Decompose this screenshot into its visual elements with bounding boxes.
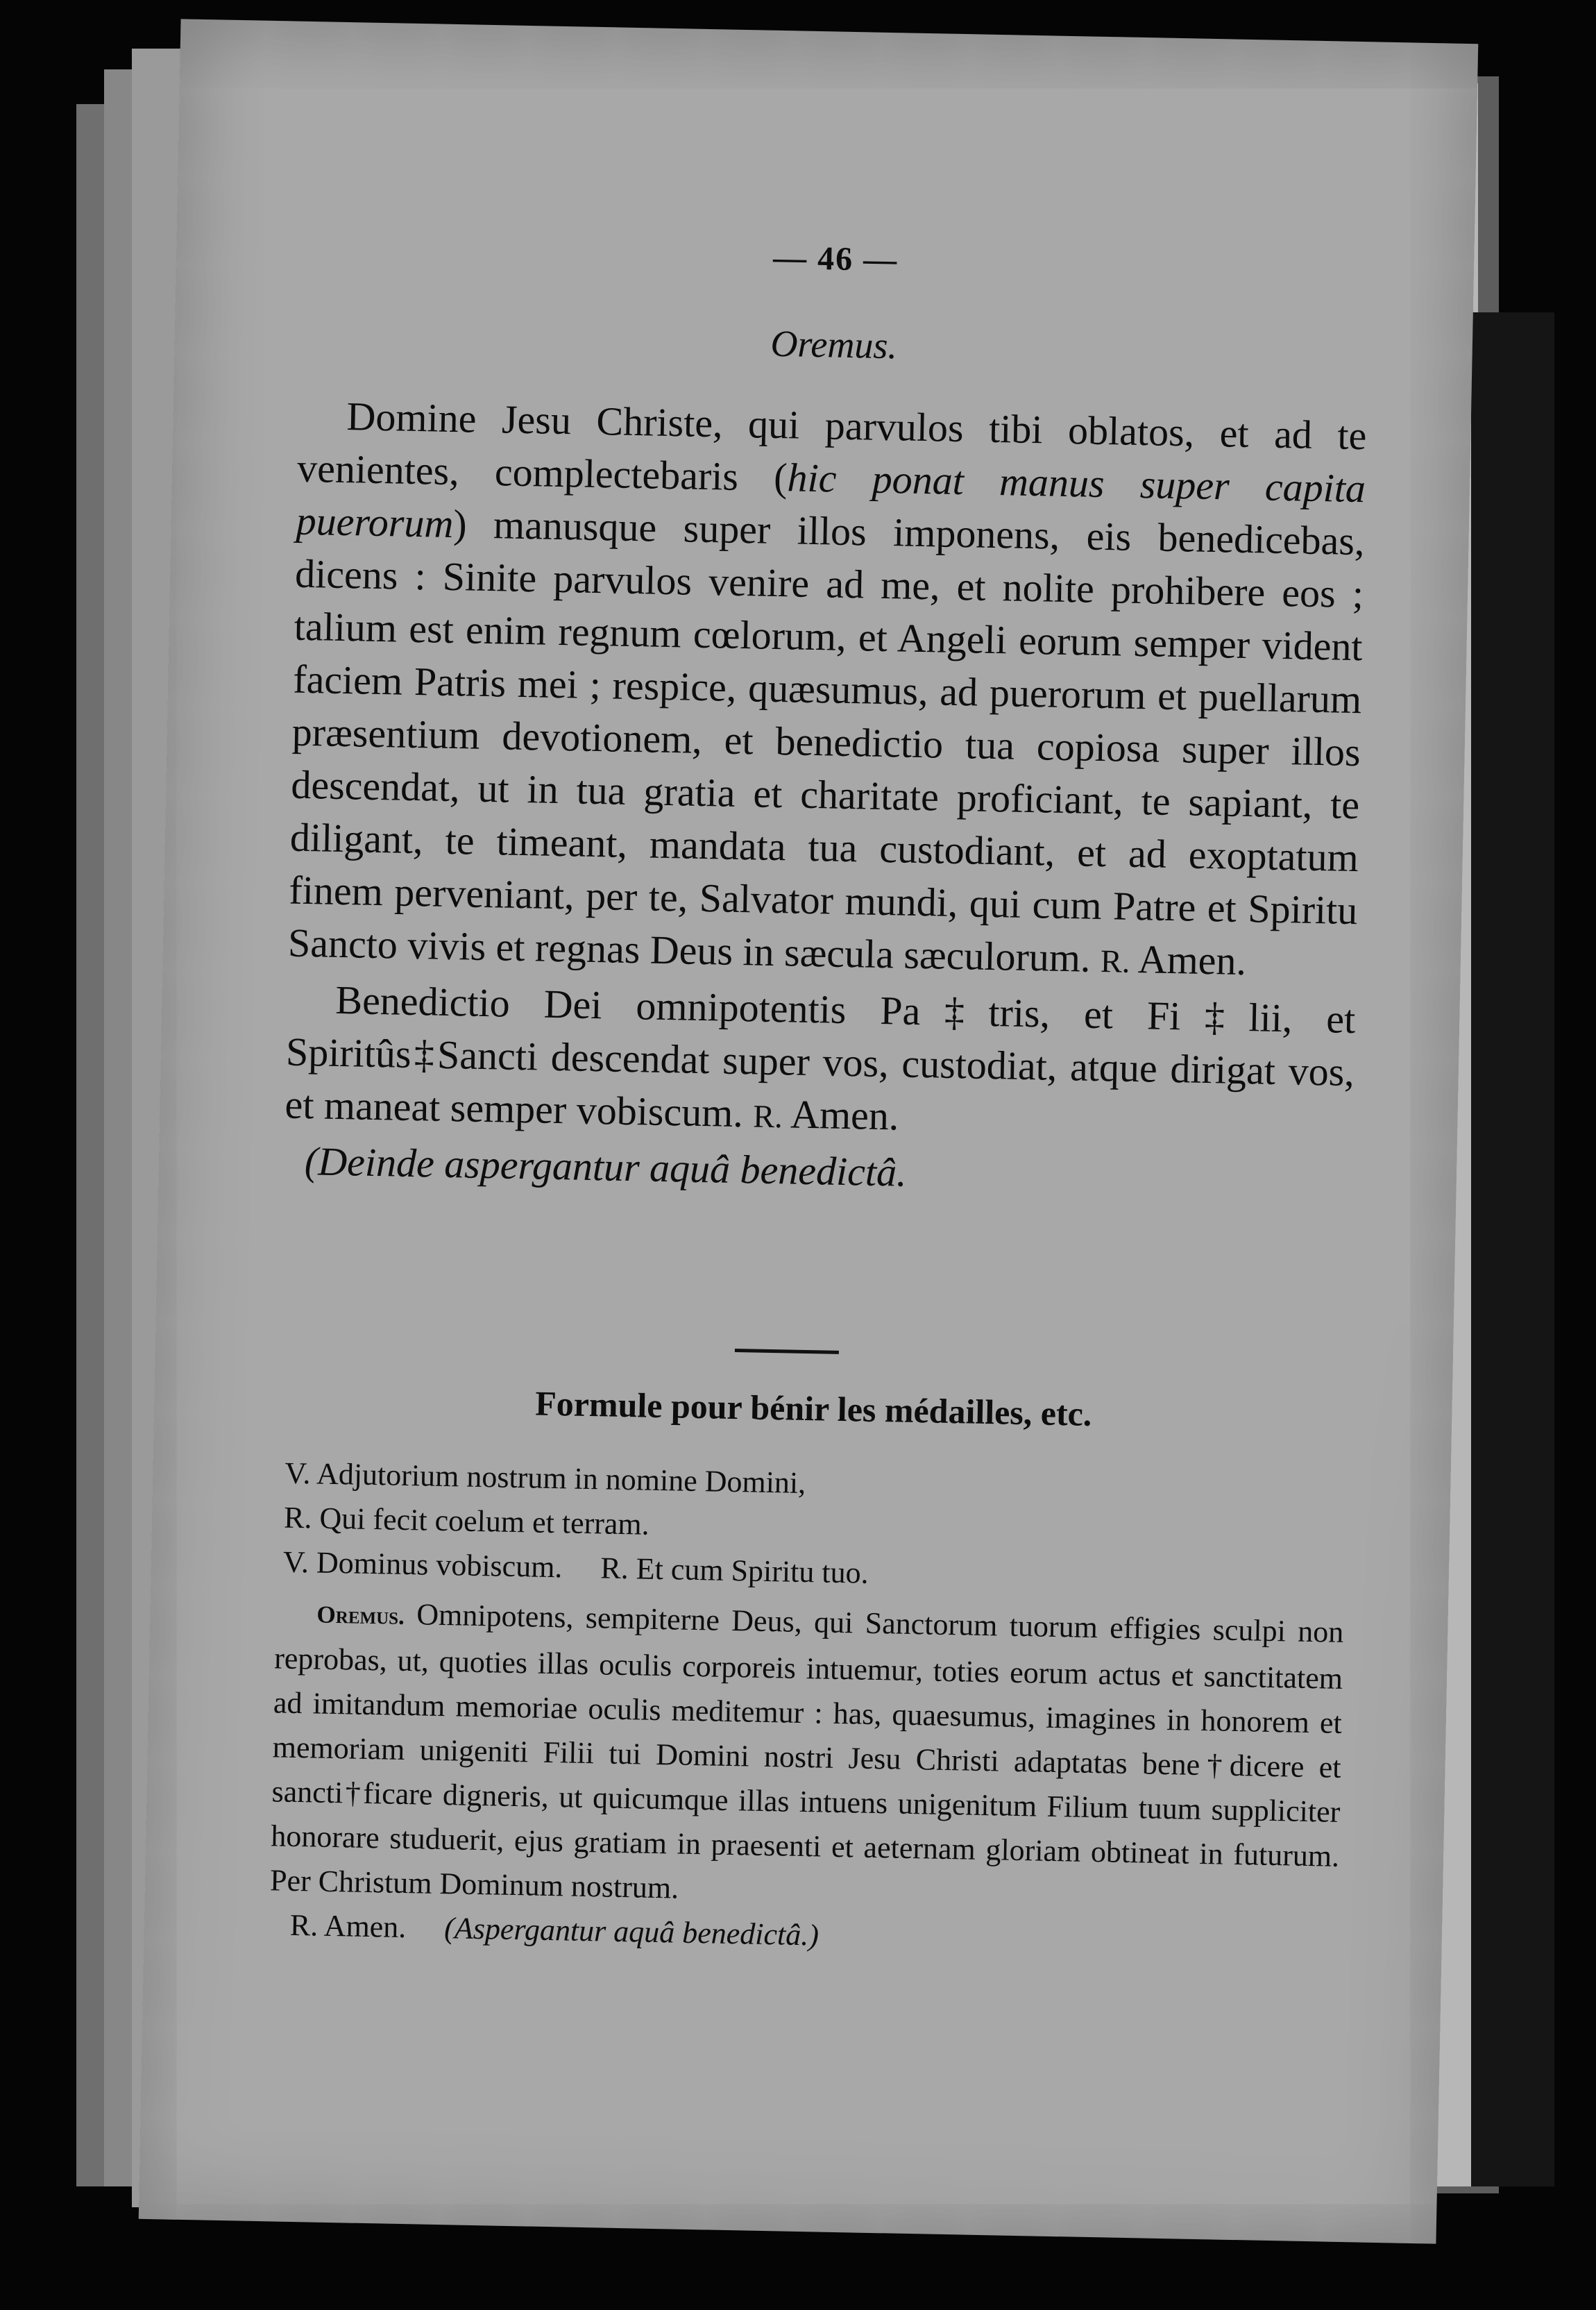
prayer-rubric-inline: hic ponat manus super capita puerorum [296, 455, 1366, 547]
amen: Amen. [1137, 936, 1247, 984]
response-text: Et cum Spiritu tuo. [636, 1551, 869, 1590]
binding-shadow [1471, 312, 1554, 2186]
prayer-text: ) manusque super illos imponens, eis benedicebas, dicens : Sinite parvulos venire ad me, et nolite prohibere eos ; talium est enim regnum cœlorum, et Angeli eorum semper vident faciem Patris mei ; respice, quæsumus, ad puerorum et puellarum præsentium devotionem, et benedictio tua copiosa super illos descendat, ut in tua gratia et charitate proficiant, te sapiant, te diligant, te timeant, mandata tua custodiant, et ad exoptatum finem perveniant, per te, Salvator mundi, qui cum Patre et Spiritu Sancto vivis et regnas Deus in sæcula sæculorum. [287, 501, 1366, 981]
prayer-text: Domine Jesu Christe, qui parvulos tibi oblatos, et ad te venientes, complectebaris ( [296, 394, 1368, 500]
page-number: — 46 — [772, 239, 899, 279]
page-content [269, 230, 1370, 1953]
oremus-label: Oremus. [316, 1601, 405, 1630]
versicle-text: Qui fecit coelum et terram. [319, 1501, 650, 1542]
latin-prayers [283, 389, 1367, 1208]
medal-blessing [269, 1451, 1346, 1967]
versicle-text: Dominus vobiscum. [316, 1545, 563, 1585]
response-mark: R. [600, 1551, 629, 1586]
blessing-text: Benedictio Dei omnipotentis Pa‡tris, et Fi‡lii, et Spiritûs‡Sancti descendat super vos, custodiat, atque dirigat vos, et maneat semper vobiscum. [284, 977, 1356, 1136]
versicle-mark: R. [283, 1500, 313, 1535]
final-rubric: (Aspergantur aquâ benedictâ.) [443, 1911, 820, 1953]
divider-rule [735, 1349, 839, 1354]
book-page [139, 19, 1479, 2243]
final-response: R. Amen. [289, 1907, 407, 1945]
formule-heading: Formule pour bénir les médailles, etc. [534, 1383, 1092, 1433]
response-mark: R. [1100, 944, 1130, 980]
blessing-paragraph [285, 973, 1356, 1156]
versicle-mark: V. [284, 1456, 311, 1491]
prayer-paragraph [287, 389, 1367, 993]
response-mark: R. [752, 1099, 783, 1136]
rubric: (Deinde aspergantur aquâ benedictâ. [304, 1138, 908, 1195]
amen: Amen. [790, 1091, 900, 1139]
versicle-text: Adjutorium nostrum in nomine Domini, [316, 1456, 806, 1501]
oremus-prayer-text: Omnipotens, sempiterne Deus, qui Sanctorum tuorum effigies sculpi non reprobas, ut, quoties illas oculis corporeis intuemur, toties eorum actus et sanctitatem ad imitandum memoriae oculis meditemur : has, quaesumus, imagines in honorem et memoriam unigeniti Filii tui Domini nostri Jesu Christi adaptatas bene†dicere et sancti†ficare digneris, ut quicumque illas intuens unigenitum Filium tuum suppliciter honorare studuerit, ejus gratiam in praesenti et aeternam gloriam obtineat in futurum. Per Christum Dominum nostrum. [269, 1597, 1344, 1905]
oremus-prayer [270, 1590, 1344, 1923]
versicle-mark: V. [282, 1544, 309, 1580]
oremus-heading: Oremus. [770, 322, 898, 367]
